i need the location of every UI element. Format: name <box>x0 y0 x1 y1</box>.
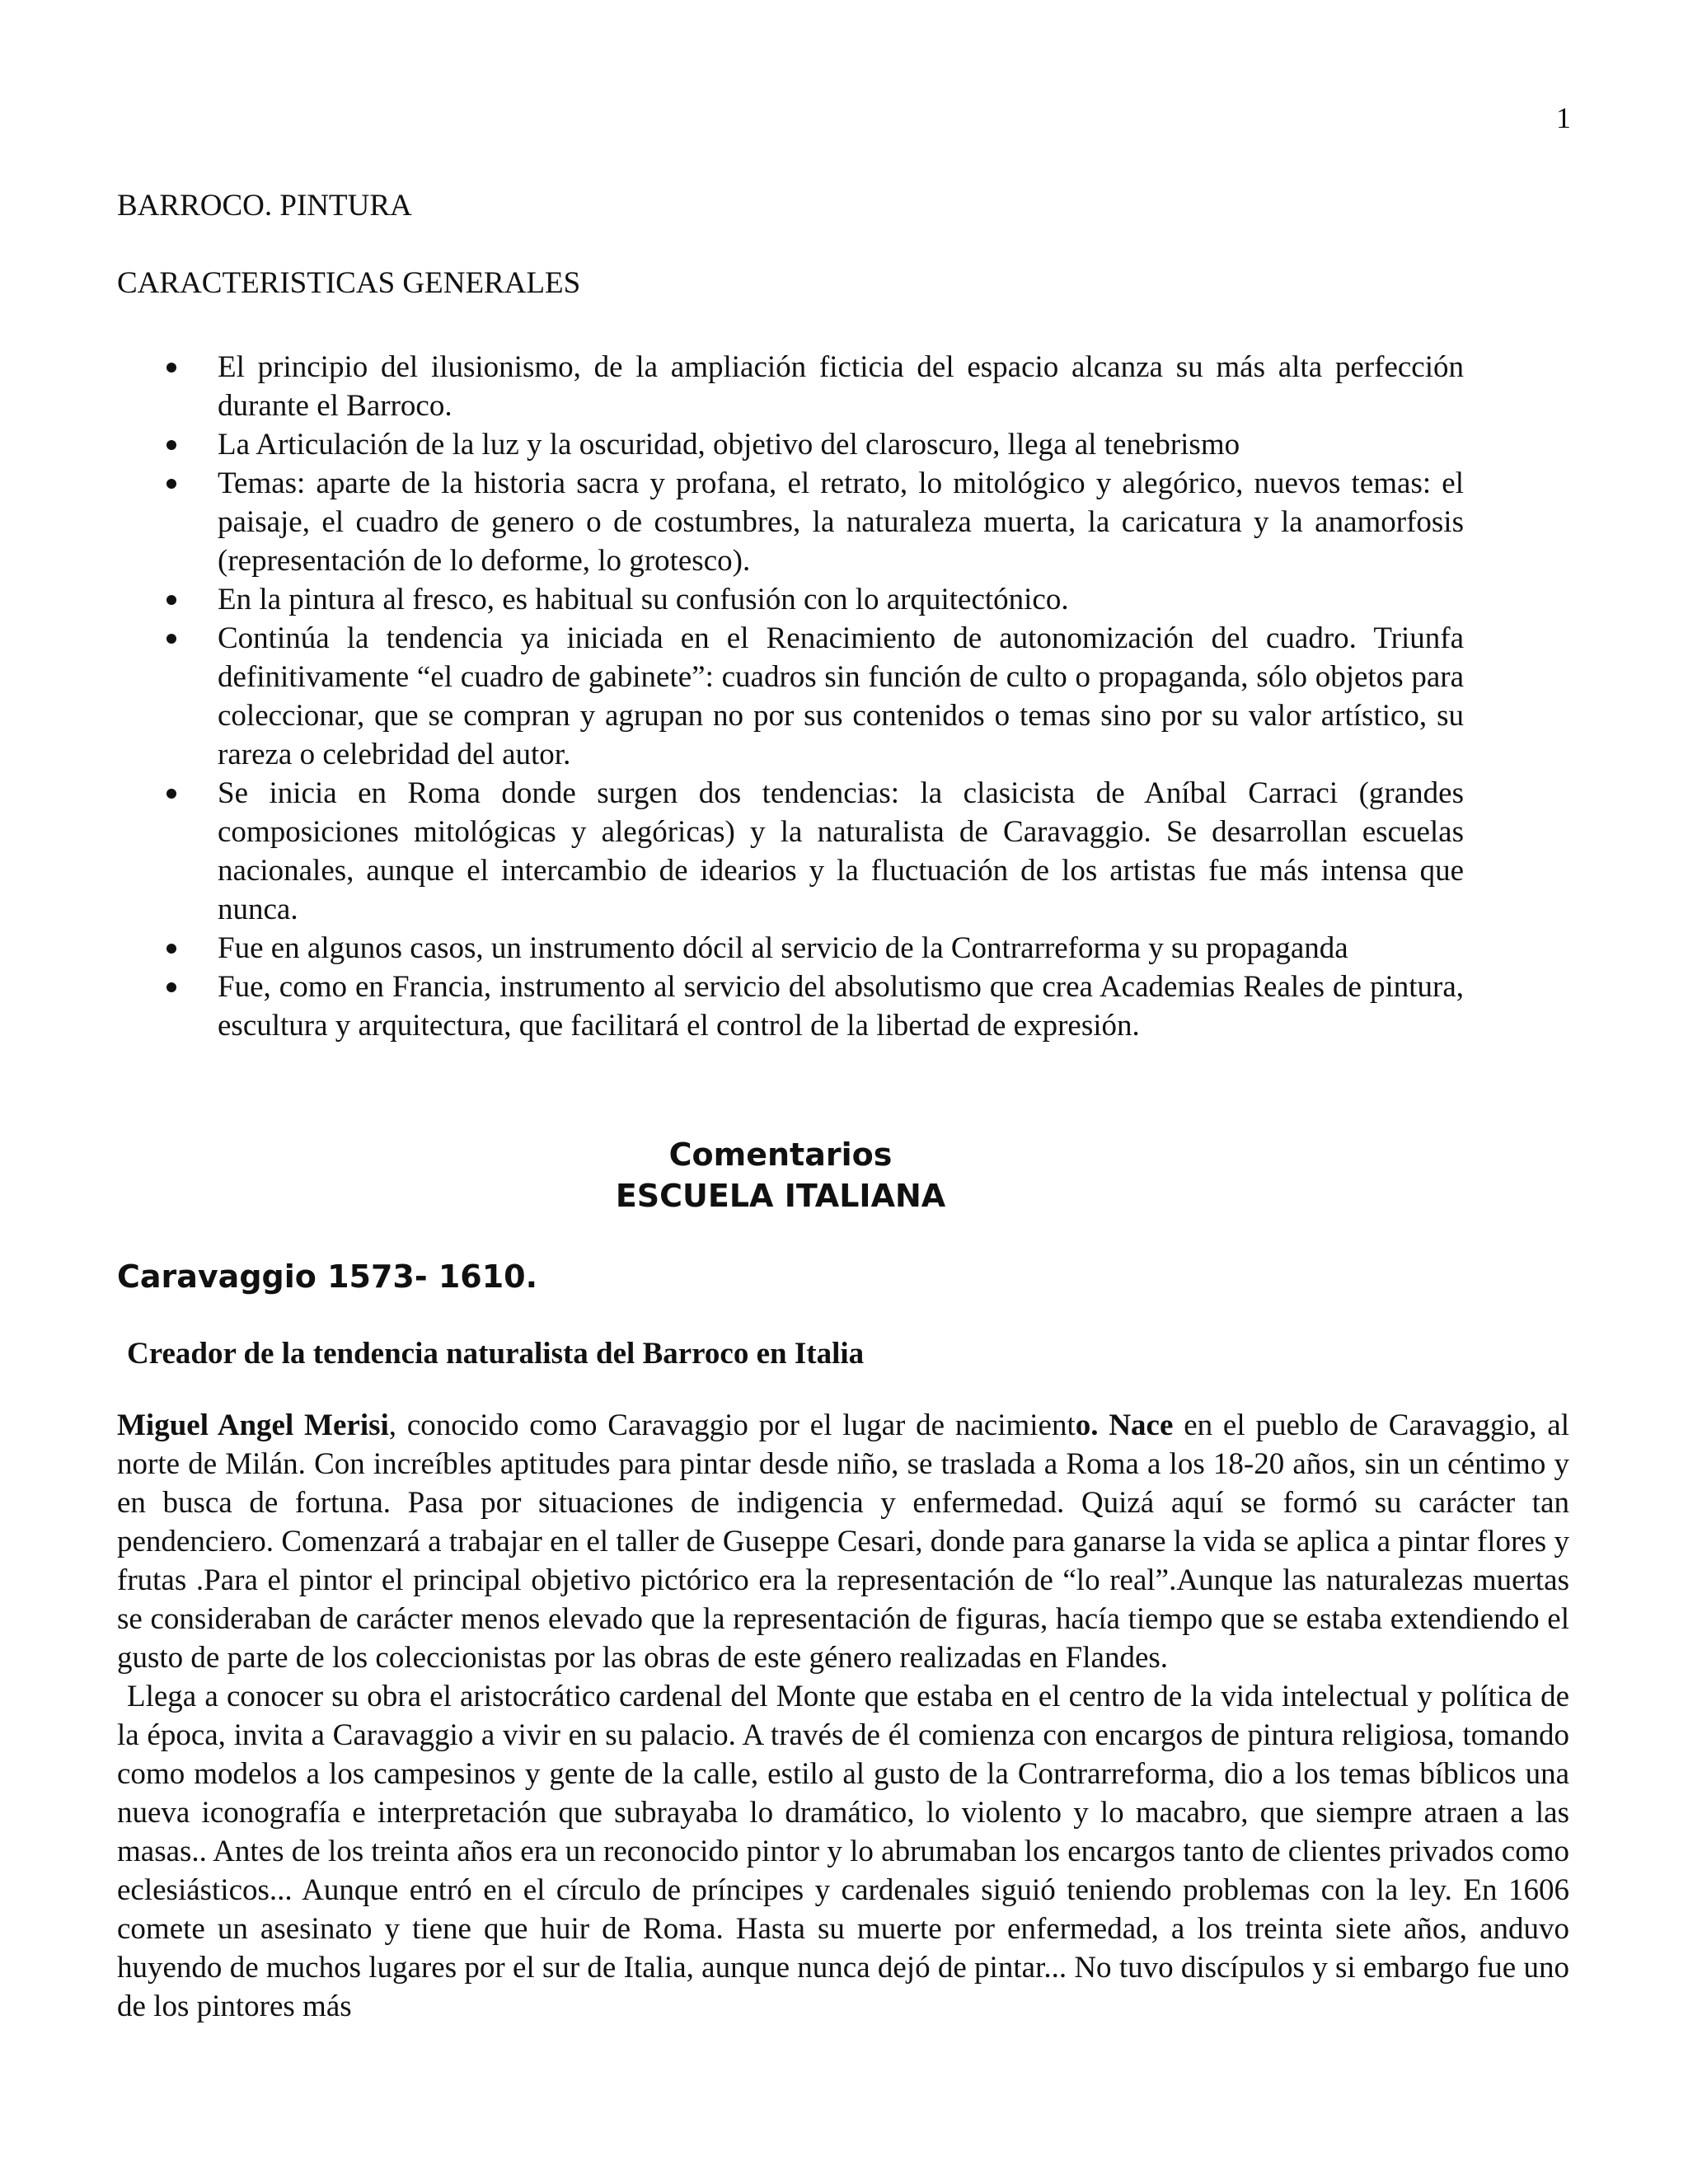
list-item: Fue en algunos casos, un instrumento dócil al servicio de la Contrarreforma y su propaganda <box>117 929 1464 968</box>
section-title: CARACTERISTICAS GENERALES <box>117 266 581 300</box>
school-title: ESCUELA ITALIANA <box>615 1178 946 1214</box>
biography-paragraph-1: Miguel Angel Merisi, conocido como Caravaggio por el lugar de nacimiento. Nace en el pueblo de Caravaggio, al norte de Milán. Con increíbles aptitudes para pintar desde niño, se traslada a Roma a los 18-20 años, sin un céntimo y en busca de fortuna. Pasa por situaciones de indigencia y enfermedad. Quizá aquí se formó su carácter tan pendenciero. Comenzará a trabajar en el taller de Guseppe Cesari, donde para ganarse la vida se aplica a pintar flores y frutas .Para el pintor el principal objetivo pictórico era la representación de “lo real”.Aunque las naturalezas muertas se consideraban de carácter menos elevado que la representación de figuras, hacía tiempo que se estaba extendiendo el gusto de parte de los coleccionistas por las obras de este género realizadas en Flandes. <box>117 1408 1569 1675</box>
list-item: Temas: aparte de la historia sacra y profana, el retrato, lo mitológico y alegórico, nuevos temas: el paisaje, el cuadro de genero o de costumbres, la naturaleza muerta, la caricatura y la anamorfosis (representación de lo deforme, lo grotesco). <box>117 464 1464 580</box>
document-body <box>117 188 1569 2026</box>
bullet-icon <box>166 363 176 373</box>
bullet-icon <box>166 595 176 605</box>
characteristics-list <box>117 348 1569 1045</box>
bullet-icon <box>166 789 176 799</box>
bullet-icon <box>166 634 176 644</box>
artist-name: Miguel Angel Merisi <box>117 1408 389 1442</box>
comentarios-title: Comentarios <box>668 1137 893 1173</box>
list-item: En la pintura al fresco, es habitual su confusión con lo arquitectónico. <box>117 580 1464 619</box>
biography-paragraph-2: Llega a conocer su obra el aristocrático cardenal del Monte que estaba en el centro de la vida intelectual y política de la época, invita a Caravaggio a vivir en su palacio. A través de él comienza con encargos de pintura religiosa, tomando como modelos a los campesinos y gente de la calle, estilo al gusto de la Contrarreforma, dio a los temas bíblicos una nueva iconografía e interpretación que subrayaba lo dramático, lo violento y lo macabro, que siempre atraen a las masas.. Antes de los treinta años era un reconocido pintor y lo abrumaban los encargos tanto de clientes privados como eclesiásticos... Aunque entró en el círculo de príncipes y cardenales siguió teniendo problemas con la ley. En 1606 comete un asesinato y tiene que huir de Roma. Hasta su muerte por enfermedad, a los treinta siete años, anduvo huyendo de muchos lugares por el sur de Italia, aunque nunca dejó de pintar... No tuvo discípulos y si embargo fue uno de los pintores más <box>117 1680 1569 2023</box>
bullet-icon <box>166 944 176 954</box>
list-item: Se inicia en Roma donde surgen dos tendencias: la clasicista de Aníbal Carraci (grandes composiciones mitológicas y alegóricas) y la naturalista de Caravaggio. Se desarrollan escuelas nacionales, aunque el intercambio de idearios y la fluctuación de los artistas fue más intensa que nunca. <box>117 774 1464 929</box>
document-title: BARROCO. PINTURA <box>117 189 412 223</box>
bullet-icon <box>166 479 176 489</box>
list-item: La Articulación de la luz y la oscuridad, objetivo del claroscuro, llega al tenebrismo <box>117 425 1464 464</box>
bullet-icon <box>166 440 176 450</box>
list-item: Continúa la tendencia ya iniciada en el Renacimiento de autonomización del cuadro. Triunfa definitivamente “el cuadro de gabinete”: cuadros sin función de culto o propaganda, sólo objetos para coleccionar, que se compran y agrupan no por sus contenidos o temas sino por su valor artístico, su rareza o celebridad del autor. <box>117 619 1464 774</box>
artist-tagline: Creador de la tendencia naturalista del Barroco en Italia <box>127 1337 865 1371</box>
artist-heading: Caravaggio 1573- 1610. <box>117 1258 538 1295</box>
list-item: El principio del ilusionismo, de la ampliación ficticia del espacio alcanza su más alta perfección durante el Barroco. <box>117 348 1464 425</box>
page-number: 1 <box>1556 101 1571 134</box>
bullet-icon <box>166 982 176 992</box>
list-item: Fue, como en Francia, instrumento al servicio del absolutismo que crea Academias Reales de pintura, escultura y arquitectura, que facilitará el control de la libertad de expresión. <box>117 968 1464 1045</box>
